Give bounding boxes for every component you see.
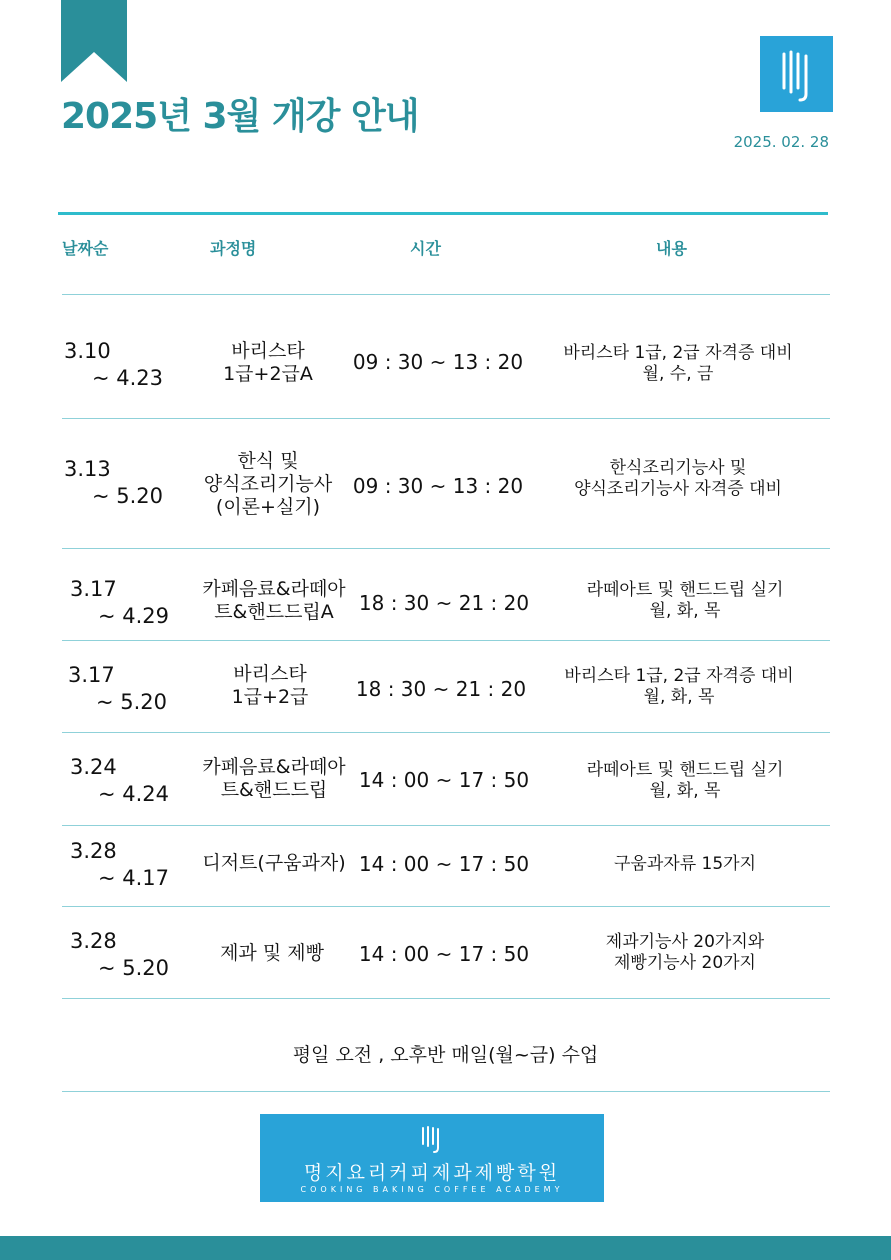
column-header-time: 시간 bbox=[410, 239, 441, 258]
row-end-date: ~ 5.20 bbox=[92, 484, 164, 508]
academy-name: 명지요리커피제과제빵학원 bbox=[303, 1162, 561, 1184]
column-header-date: 날짜순 bbox=[62, 239, 109, 258]
row-time: 14 : 00 ~ 17 : 50 bbox=[358, 768, 530, 792]
row-end-date: ~ 4.17 bbox=[98, 866, 170, 890]
row-end-date: ~ 4.24 bbox=[98, 782, 170, 806]
row-course: 카페음료&라떼아 트&핸드드립 bbox=[202, 756, 346, 801]
row-course: 제과 및 제빵 bbox=[220, 942, 324, 964]
bookmark-ribbon-icon bbox=[61, 0, 127, 82]
row-date bbox=[70, 576, 169, 630]
header-bottom-divider bbox=[62, 294, 830, 295]
row-date bbox=[70, 754, 169, 808]
document-date: 2025. 02. 28 bbox=[733, 133, 829, 151]
academy-subtitle: COOKING BAKING COFFEE ACADEMY bbox=[300, 1185, 564, 1194]
row-divider bbox=[62, 825, 830, 826]
row-end-date: ~ 4.29 bbox=[98, 604, 170, 628]
row-content: 라떼아트 및 핸드드립 실기 월, 화, 목 bbox=[586, 760, 784, 801]
row-date bbox=[64, 456, 163, 510]
row-divider bbox=[62, 418, 830, 419]
academy-logo-icon bbox=[760, 36, 833, 112]
academy-logo-icon bbox=[417, 1124, 447, 1154]
row-start-date: 3.17 bbox=[68, 663, 115, 687]
row-divider bbox=[62, 732, 830, 733]
row-start-date: 3.28 bbox=[70, 839, 117, 863]
class-schedule-note: 평일 오전 , 오후반 매일(월~금) 수업 bbox=[292, 1044, 599, 1066]
row-start-date: 3.17 bbox=[70, 577, 117, 601]
row-course: 바리스타 1급+2급 bbox=[231, 663, 309, 708]
row-course: 바리스타 1급+2급A bbox=[223, 340, 313, 385]
row-divider bbox=[62, 640, 830, 641]
row-start-date: 3.24 bbox=[70, 755, 117, 779]
row-time: 18 : 30 ~ 21 : 20 bbox=[358, 591, 530, 615]
row-content: 제과기능사 20가지와 제빵기능사 20가지 bbox=[605, 932, 765, 973]
row-content: 라떼아트 및 핸드드립 실기 월, 화, 목 bbox=[586, 580, 784, 621]
bottom-accent-bar bbox=[0, 1236, 891, 1260]
row-start-date: 3.28 bbox=[70, 929, 117, 953]
row-end-date: ~ 5.20 bbox=[98, 956, 170, 980]
row-course: 한식 및 양식조리기능사 (이론+실기) bbox=[203, 450, 333, 518]
row-start-date: 3.13 bbox=[64, 457, 111, 481]
header-top-divider bbox=[58, 212, 828, 215]
row-content: 한식조리기능사 및 양식조리기능사 자격증 대비 bbox=[574, 458, 782, 499]
row-time: 18 : 30 ~ 21 : 20 bbox=[355, 677, 527, 701]
row-date bbox=[68, 662, 167, 716]
row-time: 14 : 00 ~ 17 : 50 bbox=[358, 942, 530, 966]
row-course: 카페음료&라떼아 트&핸드드립A bbox=[202, 578, 346, 623]
row-course: 디저트(구움과자) bbox=[202, 852, 346, 874]
row-divider bbox=[62, 906, 830, 907]
row-start-date: 3.10 bbox=[64, 339, 111, 363]
row-content: 구움과자류 15가지 bbox=[614, 854, 756, 874]
row-end-date: ~ 5.20 bbox=[96, 690, 168, 714]
column-header-content: 내용 bbox=[656, 239, 687, 258]
row-date bbox=[70, 838, 169, 892]
column-header-course: 과정명 bbox=[210, 239, 257, 258]
row-date bbox=[64, 338, 163, 392]
row-time: 09 : 30 ~ 13 : 20 bbox=[352, 350, 524, 374]
row-time: 09 : 30 ~ 13 : 20 bbox=[352, 474, 524, 498]
row-time: 14 : 00 ~ 17 : 50 bbox=[358, 852, 530, 876]
row-divider bbox=[62, 998, 830, 999]
row-content: 바리스타 1급, 2급 자격증 대비 월, 화, 목 bbox=[564, 666, 794, 707]
row-date bbox=[70, 928, 169, 982]
row-content: 바리스타 1급, 2급 자격증 대비 월, 수, 금 bbox=[563, 343, 793, 384]
row-divider bbox=[62, 548, 830, 549]
page-title: 2025년 3월 개강 안내 bbox=[61, 96, 419, 137]
academy-banner bbox=[260, 1114, 604, 1202]
footer-divider bbox=[62, 1091, 830, 1092]
row-end-date: ~ 4.23 bbox=[92, 366, 164, 390]
